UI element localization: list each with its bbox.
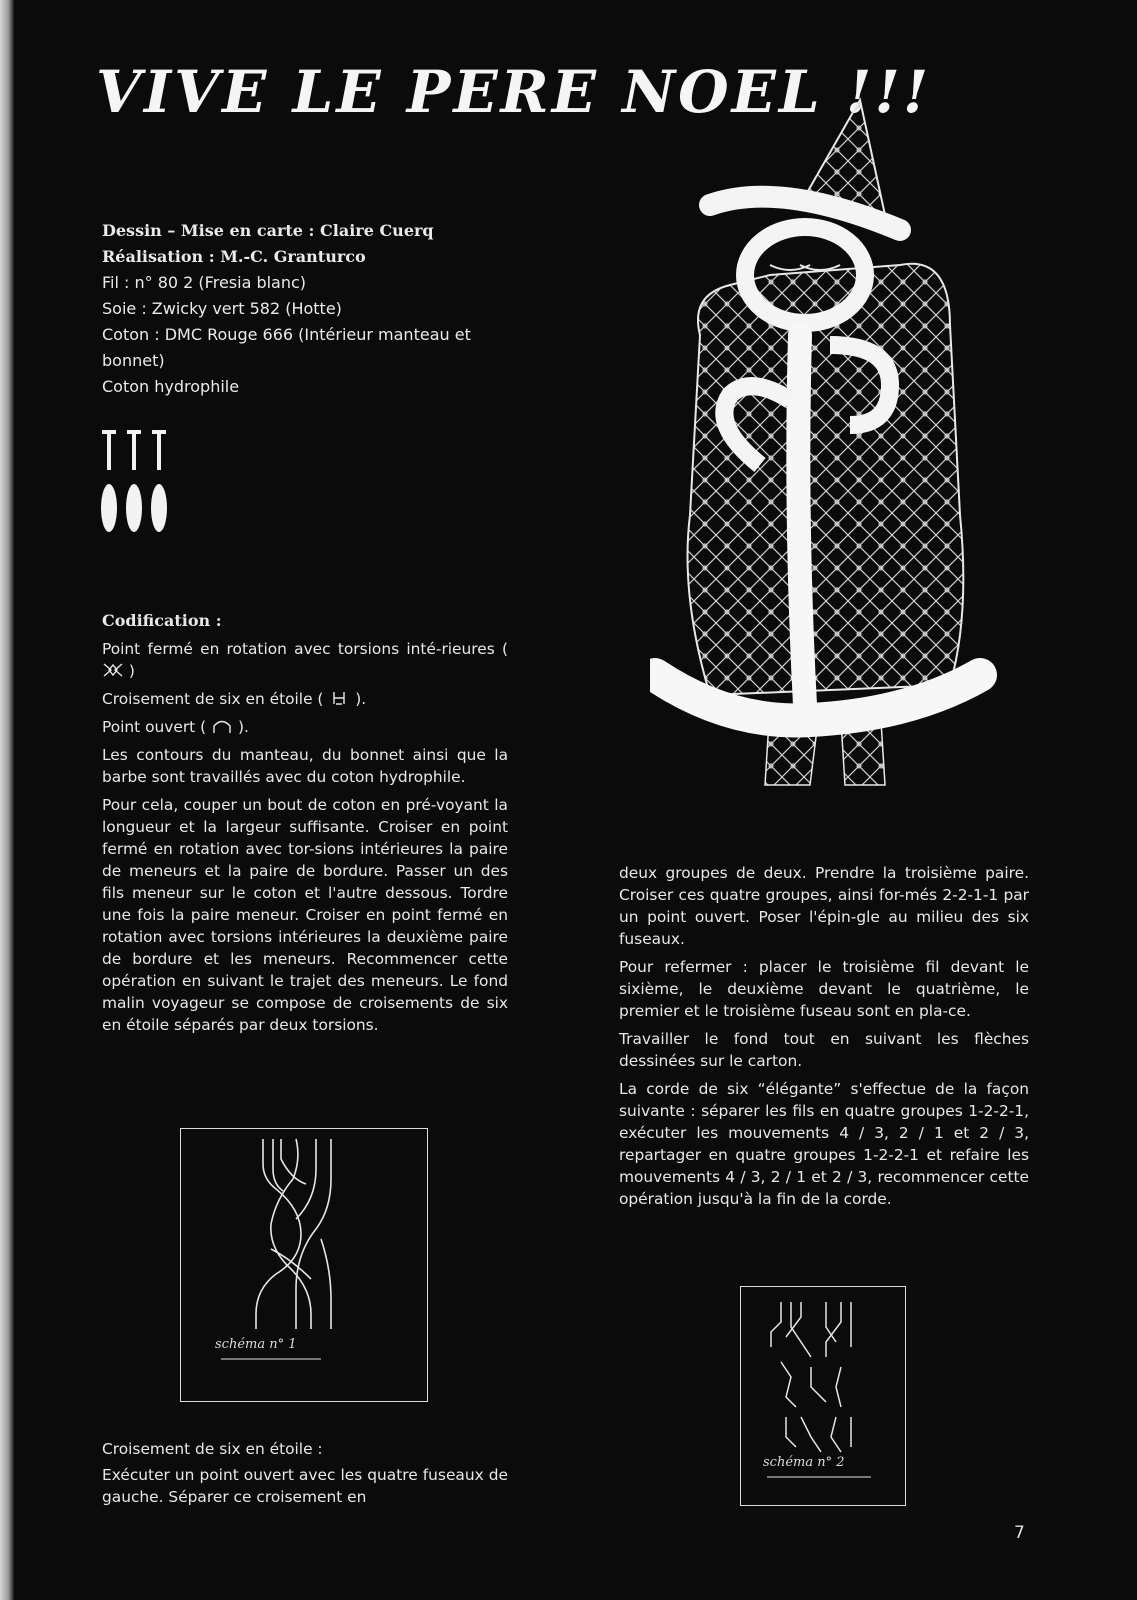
closed-rotation-stitch-icon bbox=[102, 661, 124, 679]
codification-item-2 bbox=[102, 688, 508, 710]
open-stitch-icon bbox=[211, 717, 233, 735]
santa-lace-figure bbox=[650, 95, 1005, 815]
credit-coton: Coton : DMC Rouge 666 (Intérieur manteau et bonnet) bbox=[102, 325, 471, 370]
codification-paragraph-2: Pour cela, couper un bout de coton en pré-voyant la longueur et la largeur suffisante. Croiser en point fermé en rotation avec tor-sions intérieures la paire de meneurs et la paire de bordure. Passer un des fils meneur sur le coton et l'autre dessous. Tordre une fois la paire meneur. Croiser en point fermé en rotation avec torsions intérieures la deuxième paire de bordure et les meneurs. Recommencer cette opération en suivant le trajet des meneurs. Le fond malin voyageur se compose de croisements de six en étoile séparés par deux torsions. bbox=[102, 796, 508, 1034]
star-crossing-section bbox=[102, 1438, 508, 1512]
page-title: VIVE LE PERE NOEL !!! bbox=[96, 58, 932, 126]
codification-section bbox=[102, 610, 508, 1042]
credit-soie: Soie : Zwicky vert 582 (Hotte) bbox=[102, 299, 342, 318]
schema-1-label: schéma n° 1 bbox=[215, 1337, 297, 1352]
codification-item-3-text: Point ouvert ( bbox=[102, 718, 207, 736]
star-crossing-text: Exécuter un point ouvert avec les quatre fuseaux de gauche. Séparer ce croisement en bbox=[102, 1466, 508, 1506]
credit-design: Dessin – Mise en carte : Claire Cuerq bbox=[102, 221, 434, 240]
right-paragraph-4: La corde de six “élégante” s'effectue de la façon suivante : séparer les fils en quatre groupes 1-2-2-1, exécuter les mouvements 4 / 3, 2 / 1 et 2 / 3, repartager en quatre groupes 1-2-2-1 et refaire les mouvements 4 / 3, 2 / 1 et 2 / 3, recommencer cette opération jusqu'à la fin de la corde. bbox=[619, 1080, 1029, 1208]
credit-coton-hydrophile: Coton hydrophile bbox=[102, 377, 240, 396]
codification-heading: Codification : bbox=[102, 611, 222, 630]
bobbin-icon bbox=[100, 430, 180, 540]
codification-item-1-text: Point fermé en rotation avec torsions inté-rieures ( bbox=[102, 640, 508, 658]
codification-item-3 bbox=[102, 716, 508, 738]
codification-item-1-end: ) bbox=[128, 662, 135, 680]
instructions-right-column bbox=[619, 862, 1029, 1216]
credit-fil: Fil : n° 80 2 (Fresia blanc) bbox=[102, 273, 307, 292]
schema-2-label: schéma n° 2 bbox=[763, 1455, 845, 1470]
codification-paragraph-1: Les contours du manteau, du bonnet ainsi que la barbe sont travaillés avec du coton hydrophile. bbox=[102, 746, 508, 786]
codification-item-2-end: ). bbox=[355, 690, 367, 708]
star-crossing-heading: Croisement de six en étoile : bbox=[102, 1440, 323, 1458]
schema-1-box bbox=[180, 1128, 428, 1402]
credits bbox=[102, 218, 522, 400]
schema-2-box bbox=[740, 1286, 906, 1506]
right-paragraph-1: deux groupes de deux. Prendre la troisième paire. Croiser ces quatre groupes, ainsi for-més 2-2-1-1 par un point ouvert. Poser l'épin-gle au milieu des six fuseaux. bbox=[619, 864, 1029, 948]
right-paragraph-3: Travailler le fond tout en suivant les flèches dessinées sur le carton. bbox=[619, 1030, 1029, 1070]
right-paragraph-2: Pour refermer : placer le troisième fil devant le sixième, le deuxième devant le quatrième, le premier et le troisième fuseau sont en pla-ce. bbox=[619, 958, 1029, 1020]
schema-2-diagram bbox=[741, 1287, 905, 1505]
schema-1-diagram bbox=[181, 1129, 427, 1401]
codification-item-1 bbox=[102, 638, 508, 682]
credit-realisation: Réalisation : M.-C. Granturco bbox=[102, 247, 366, 266]
page-number: 7 bbox=[1014, 1523, 1025, 1543]
page-edge bbox=[0, 0, 14, 1600]
codification-item-3-end: ). bbox=[237, 718, 249, 736]
codification-item-2-text: Croisement de six en étoile ( bbox=[102, 690, 324, 708]
star-crossing-icon bbox=[328, 689, 350, 707]
